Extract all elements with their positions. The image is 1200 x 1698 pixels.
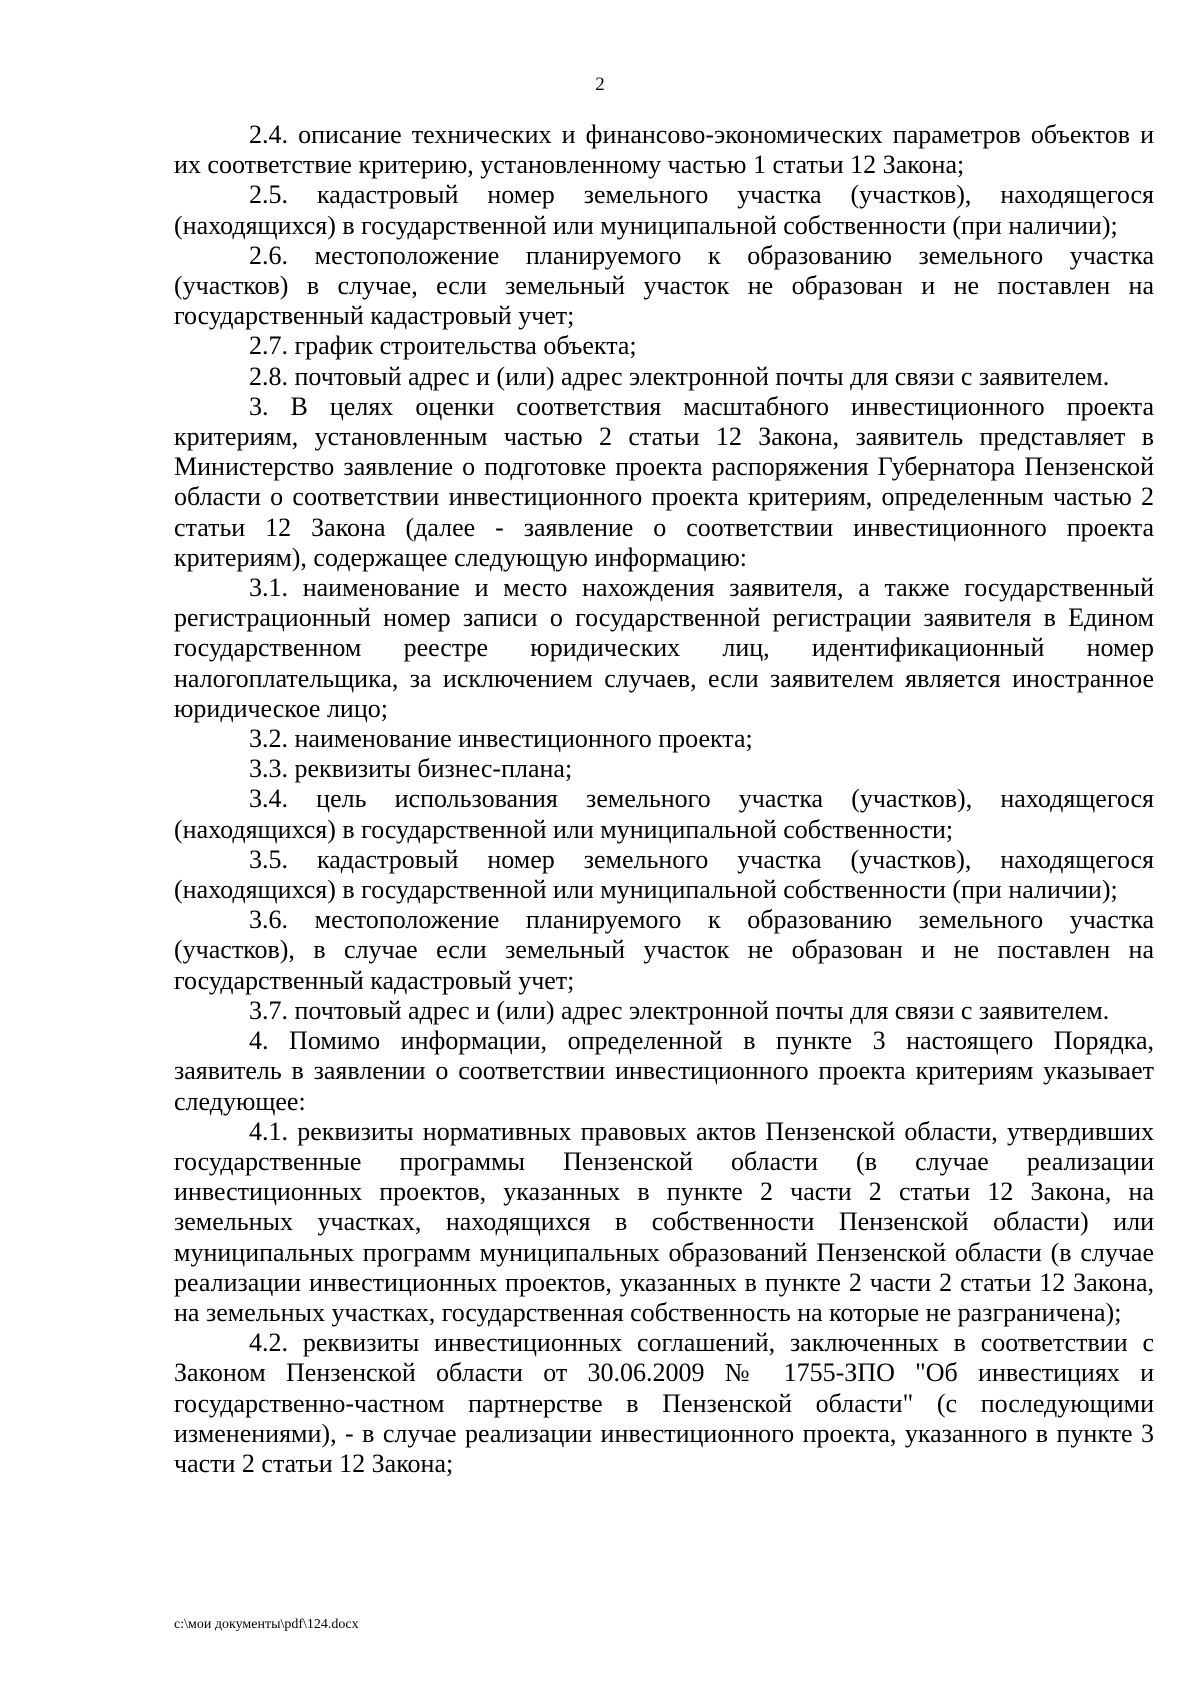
- paragraph-3-6: 3.6. местоположение планируемого к образованию земельного участка (участков), в случае если земельный участок не образован и не поставлен на государственный кадастровый учет;: [174, 905, 1154, 995]
- paragraph-2-5: 2.5. кадастровый номер земельного участка (участков), находящегося (находящихся) в государственной или муниципальной собственности (при наличии);: [174, 180, 1154, 240]
- paragraph-3: 3. В целях оценки соответствия масштабного инвестиционного проекта критериям, установленным частью 2 статьи 12 Закона, заявитель представляет в Министерство заявление о подготовке проекта распоряжения Губернатора Пензенской области о соответствии инвестиционного проекта критериям, определенным частью 2 статьи 12 Закона (далее - заявление о соответствии инвестиционного проекта критериям), содержащее следующую информацию:: [174, 391, 1154, 572]
- paragraph-2-6: 2.6. местоположение планируемого к образованию земельного участка (участков) в случае, если земельный участок не образован и не поставлен на государственный кадастровый учет;: [174, 240, 1154, 331]
- paragraph-2-7: 2.7. график строительства объекта;: [249, 331, 637, 361]
- paragraph-4: 4. Помимо информации, определенной в пункте 3 настоящего Порядка, заявитель в заявлении о соответствии инвестиционного проекта критериям указывает следующее:: [174, 1026, 1154, 1116]
- paragraph-3-1: 3.1. наименование и место нахождения заявителя, а также государственный регистрационный номер записи о государственной регистрации заявителя в Едином государственном реестре юридических лиц, идентификационный номер налогоплательщика, за исключением случаев, если заявителем является иностранное юридическое лицо;: [174, 573, 1154, 723]
- paragraph-3-7: 3.7. почтовый адрес и (или) адрес электронной почты для связи с заявителем.: [249, 995, 1110, 1025]
- paragraph-3-2: 3.2. наименование инвестиционного проекта;: [249, 724, 753, 754]
- paragraph-2-4: 2.4. описание технических и финансово-экономических параметров объектов и их соответствие критерию, установленному частью 1 статьи 12 Закона;: [174, 120, 1154, 180]
- page-number: 2: [595, 74, 605, 95]
- paragraph-2-8: 2.8. почтовый адрес и (или) адрес электронной почты для связи с заявителем.: [249, 361, 1110, 391]
- paragraph-3-3: 3.3. реквизиты бизнес-плана;: [249, 754, 573, 784]
- footer-file-path: c:\мои документы\pdf\124.docx: [174, 1617, 359, 1632]
- paragraph-3-4: 3.4. цель использования земельного участка (участков), находящегося (находящихся) в государственной или муниципальной собственности;: [174, 784, 1154, 844]
- paragraph-4-2: 4.2. реквизиты инвестиционных соглашений, заключенных в соответствии с Законом Пензенской области от 30.06.2009 № 1755-ЗПО "Об инвестициях и государственно-частном партнерстве в Пензенской области" (с последующими изменениями), - в случае реализации инвестиционного проекта, указанного в пункте 3 части 2 статьи 12 Закона;: [174, 1328, 1154, 1478]
- paragraph-4-1: 4.1. реквизиты нормативных правовых актов Пензенской области, утвердивших государственные программы Пензенской области (в случае реализации инвестиционных проектов, указанных в пункте 2 части 2 статьи 12 Закона, на земельных участках, находящихся в собственности Пензенской области) или муниципальных программ муниципальных образований Пензенской области (в случае реализации инвестиционных проектов, указанных в пункте 2 части 2 статьи 12 Закона, на земельных участках, государственная собственность на которые не разграничена);: [174, 1116, 1154, 1327]
- document-body: [174, 120, 1154, 1479]
- paragraph-3-5: 3.5. кадастровый номер земельного участка (участков), находящегося (находящихся) в государственной или муниципальной собственности (при наличии);: [174, 844, 1154, 905]
